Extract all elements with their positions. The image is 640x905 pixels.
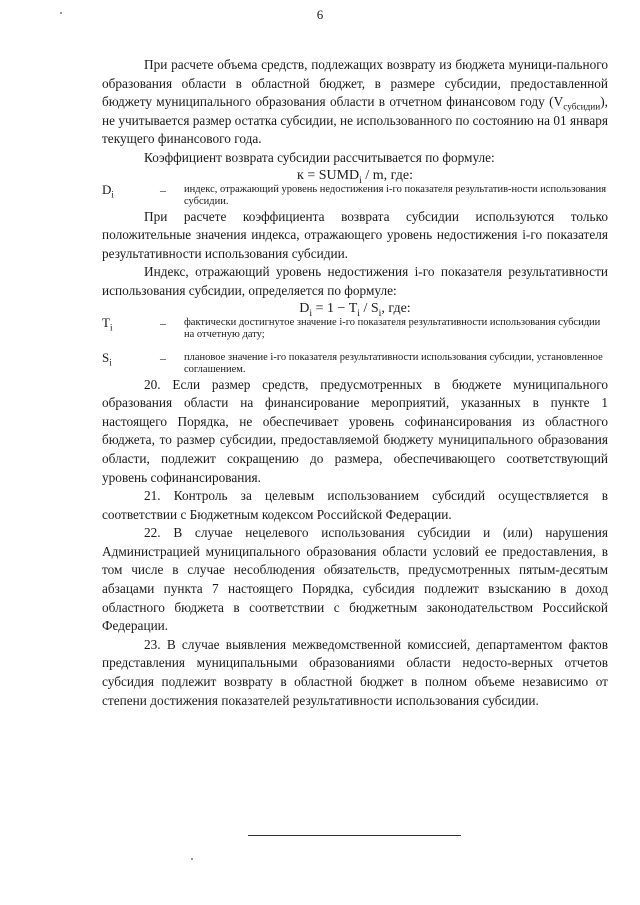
definition-t xyxy=(102,314,608,341)
definition-list-ts xyxy=(102,314,608,376)
definition-d xyxy=(102,181,608,208)
formula-return-coefficient: $к = SUMD_i / m$, где: xyxy=(297,167,413,186)
definition-dash: – xyxy=(160,315,166,330)
definition-text: плановое значение i-го показателя результативности использования субсидии, установленное соглашением. xyxy=(184,351,603,375)
document-body xyxy=(102,56,608,710)
paragraph-coefficient-intro: Коэффициент возврата субсидии рассчитывается по формуле: xyxy=(144,149,495,165)
definition-symbol: $S_i$ xyxy=(102,349,112,368)
page-number: 6 xyxy=(316,7,324,22)
definition-symbol: $T_i$ xyxy=(102,314,113,333)
definition-dash: – xyxy=(160,350,166,365)
scan-speck xyxy=(191,858,193,860)
scan-speck xyxy=(60,12,62,14)
paragraph-item-23: 23. В случае выявления межведомственной комиссией, департаментом фактов представления муниципальными образованиями области недосто-верных отчетов субсидия подлежит возврату в областной бюджет в полном объеме независимо от степени достижения показателей результативности использования субсидии. xyxy=(102,636,608,708)
closing-rule xyxy=(248,835,461,836)
definition-dash: – xyxy=(160,182,166,197)
paragraph-refund-calculation: При расчете объема средств, подлежащих возврату из бюджета муници-пального образования области в областной бюджет, в размере субсидии, предоставленной бюджету муниципального образования области в отчетном финансовом году $(V_{субсидии})$, не учитывается размер остатка субсидии, не использованного по состоянию на 01 января текущего финансового года. xyxy=(102,57,608,147)
definition-text: индекс, отражающий уровень недостижения i-го показателя результатив-ности использования субсидии. xyxy=(184,183,607,207)
paragraph-item-20: 20. Если размер средств, предусмотренных в бюджете муниципального образования области на финансирование мероприятий, указанных в пункте 1 настоящего Порядка, не обеспечивает уровень софинансирования из областного бюджета, то размер субсидии, предоставляемой бюджету муниципального образования области, подлежит сокращению до размера, обеспечивающего соответствующий уровень софинансирования. xyxy=(102,376,608,485)
formula-index: $D_i = 1 - T_i / S_i$, где: xyxy=(299,300,411,319)
paragraph-positive-values: При расчете коэффициента возврата субсидии используются только положительные значения индекса, отражающего уровень недостижения i-го показателя результативности использования субсидии. xyxy=(102,208,608,261)
paragraph-item-22: 22. В случае нецелевого использования субсидии и (или) нарушения Администрацией муниципального образования области условий ее предоставления, в том числе в случае несоблюдения обязательств, предусмотренных пятым-десятым абзацами пункта 7 настоящего Порядка, субсидия подлежит взысканию в доход областного бюджета в соответствии с бюджетным законодательством Российской Федерации. xyxy=(102,525,608,634)
definition-text: фактически достигнутое значение i-го показателя результативности использования субсидии на отчетную дату; xyxy=(184,316,601,340)
definition-s xyxy=(102,349,608,376)
paragraph-item-21: 21. Контроль за целевым использованием субсидий осуществляется в соответствии с Бюджетным кодексом Российской Федерации. xyxy=(102,488,608,522)
paragraph-index-intro: Индекс, отражающий уровень недостижения i-го показателя результативности использования субсидии, определяется по формуле: xyxy=(102,264,608,298)
definition-list-d xyxy=(102,181,608,208)
definition-symbol: $D_i$ xyxy=(102,181,114,200)
